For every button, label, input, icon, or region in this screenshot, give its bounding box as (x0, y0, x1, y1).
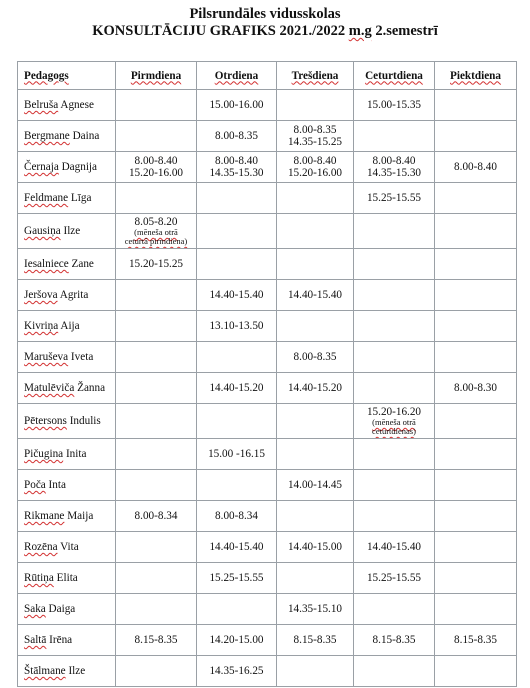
table-row (18, 625, 517, 656)
time-slot: 8.00-8.35 (293, 351, 337, 363)
time-slot: 8.05-8.20 (134, 216, 178, 228)
teacher-firstname: Ilze (65, 665, 86, 677)
time-slot: 14.40-15.40 (366, 541, 422, 553)
time-slot: 14.40-15.40 (209, 289, 264, 301)
teacher-firstname: Vita (57, 541, 79, 553)
time-cell-tuesday (197, 342, 277, 373)
teacher-firstname: Daina (69, 130, 100, 142)
time-cell-monday (116, 121, 197, 152)
time-cell-tuesday (197, 311, 277, 342)
time-cell-tuesday (197, 404, 277, 439)
table-row (18, 280, 517, 311)
time-cell-monday (116, 532, 197, 563)
teacher-name-cell (18, 404, 116, 439)
teacher-surname: Rikmane (24, 510, 65, 522)
time-slot: 14.40-15.20 (287, 382, 343, 394)
time-cell-tuesday (197, 90, 277, 121)
time-cell-wednesday (277, 214, 354, 249)
teacher-surname: Saka (24, 603, 46, 615)
header-monday (116, 62, 197, 90)
time-slot: 14.20-15.00 (209, 634, 264, 646)
time-cell-wednesday (277, 532, 354, 563)
teacher-firstname: Ilze (60, 225, 81, 237)
time-slot: 15.25-15.55 (366, 192, 422, 204)
teacher-firstname: Iveta (68, 351, 94, 363)
time-slot: 14.35-16.25 (209, 665, 264, 677)
table-row (18, 214, 517, 249)
time-cell-wednesday (277, 470, 354, 501)
time-cell-wednesday (277, 656, 354, 687)
teacher-name-cell (18, 625, 116, 656)
table-row (18, 470, 517, 501)
header-row (18, 62, 517, 90)
teacher-name-cell (18, 532, 116, 563)
time-cell-monday (116, 249, 197, 280)
time-cell-tuesday (197, 183, 277, 214)
teacher-name-cell (18, 373, 116, 404)
time-cell-tuesday (197, 656, 277, 687)
time-cell-friday (435, 656, 517, 687)
header-label: Piektdiena (450, 69, 501, 82)
teacher-firstname: Daiga (45, 603, 76, 615)
time-cell-thursday (354, 373, 435, 404)
teacher-surname: Kivriņa (24, 320, 59, 332)
time-cell-friday (435, 532, 517, 563)
table-row (18, 249, 517, 280)
time-cell-tuesday (197, 439, 277, 470)
document-subtitle (0, 23, 530, 40)
time-cell-thursday (354, 249, 435, 280)
teacher-name-cell (18, 249, 116, 280)
teacher-surname: Maruševa (24, 351, 69, 363)
teacher-surname: Saltā (24, 634, 47, 646)
teacher-firstname: Indulis (66, 415, 101, 427)
time-cell-tuesday (197, 625, 277, 656)
header-thursday (354, 62, 435, 90)
teacher-name-cell (18, 656, 116, 687)
teacher-surname: Pičugina (24, 448, 64, 460)
time-slot: 14.00-14.45 (287, 479, 343, 491)
time-slot: 14.40-15.40 (209, 541, 264, 553)
time-cell-friday (435, 311, 517, 342)
time-cell-thursday (354, 152, 435, 183)
teacher-firstname: Aija (58, 320, 80, 332)
time-cell-monday (116, 280, 197, 311)
time-slot: 8.15-8.35 (372, 634, 416, 646)
teacher-name-cell (18, 152, 116, 183)
time-cell-wednesday (277, 501, 354, 532)
time-cell-friday (435, 470, 517, 501)
teacher-name-cell (18, 121, 116, 152)
time-cell-friday (435, 152, 517, 183)
time-slot: 8.00-8.40 (215, 155, 258, 167)
time-cell-friday (435, 501, 517, 532)
time-cell-wednesday (277, 563, 354, 594)
teacher-surname: Bergmane (24, 130, 70, 142)
time-slot: 8.00-8.40 (454, 161, 497, 173)
time-slot: 8.00-8.35 (293, 124, 337, 136)
time-cell-friday (435, 563, 517, 594)
time-slot: 8.15-8.35 (134, 634, 178, 646)
time-cell-wednesday (277, 625, 354, 656)
time-cell-thursday (354, 563, 435, 594)
time-cell-wednesday (277, 152, 354, 183)
time-slot: 8.00-8.40 (293, 155, 337, 167)
teacher-firstname: Dagnija (58, 161, 98, 173)
teacher-name-cell (18, 439, 116, 470)
teacher-name-cell (18, 501, 116, 532)
time-cell-friday (435, 439, 517, 470)
table-row (18, 311, 517, 342)
consultation-schedule-table (17, 61, 517, 687)
time-cell-wednesday (277, 311, 354, 342)
time-cell-wednesday (277, 121, 354, 152)
time-cell-tuesday (197, 470, 277, 501)
teacher-firstname: Agnese (58, 99, 94, 111)
time-slot: 14.40-15.00 (287, 541, 343, 553)
time-slot: 15.20-15.25 (128, 258, 184, 270)
teacher-surname: Gausiņa (24, 225, 61, 237)
time-cell-friday (435, 404, 517, 439)
teacher-surname: Rūtiņa (24, 572, 54, 584)
table-row (18, 373, 517, 404)
teacher-firstname: Zane (68, 258, 94, 270)
header-label: Pirmdiena (130, 69, 182, 82)
header-tuesday (197, 62, 277, 90)
teacher-surname: Jeršova (24, 289, 58, 301)
teacher-name-cell (18, 214, 116, 249)
time-cell-monday (116, 342, 197, 373)
time-cell-thursday (354, 532, 435, 563)
teacher-surname: Černaja (24, 161, 59, 173)
time-cell-friday (435, 214, 517, 249)
time-slot: 15.25-15.55 (209, 572, 264, 584)
subtitle-suffix: 2.semestrī (371, 23, 438, 39)
time-cell-thursday (354, 656, 435, 687)
teacher-surname: Iesalniece (24, 258, 69, 270)
time-note: ceturtdienas) (372, 426, 416, 436)
time-cell-thursday (354, 439, 435, 470)
time-cell-thursday (354, 625, 435, 656)
time-cell-wednesday (277, 439, 354, 470)
time-slot: 8.15-8.35 (454, 634, 497, 646)
table-row (18, 404, 517, 439)
time-cell-monday (116, 183, 197, 214)
teacher-surname: Matulēviča (24, 382, 75, 394)
time-slot: 13.10-13.50 (209, 320, 264, 332)
time-slot: 15.00 -16.15 (208, 448, 265, 460)
time-cell-monday (116, 404, 197, 439)
teacher-firstname: Irēna (46, 634, 73, 646)
time-cell-thursday (354, 501, 435, 532)
time-cell-friday (435, 625, 517, 656)
time-slot: 8.00-8.30 (454, 382, 497, 394)
time-cell-tuesday (197, 501, 277, 532)
time-cell-monday (116, 373, 197, 404)
time-cell-thursday (354, 183, 435, 214)
time-cell-thursday (354, 594, 435, 625)
teacher-surname: Rozēna (24, 541, 58, 553)
time-cell-monday (116, 439, 197, 470)
document-title: Pilsrundāles vidusskolas (189, 6, 341, 22)
time-cell-tuesday (197, 563, 277, 594)
teacher-surname: Pētersons (24, 415, 67, 427)
time-cell-monday (116, 625, 197, 656)
header-label: Pedagogs (24, 69, 69, 82)
time-cell-thursday (354, 280, 435, 311)
teacher-firstname: Žanna (74, 382, 106, 394)
time-slot: 14.40-15.20 (209, 382, 264, 394)
time-cell-monday (116, 563, 197, 594)
time-cell-thursday (354, 90, 435, 121)
subtitle-prefix: KONSULTĀCIJU GRAFIKS 2021./2022 (92, 23, 349, 39)
time-cell-wednesday (277, 594, 354, 625)
teacher-surname: Štālmane (24, 665, 66, 677)
header-label: Ceturtdiena (365, 69, 423, 82)
teacher-firstname: Elita (53, 572, 78, 584)
time-slot: 8.00-8.40 (372, 155, 416, 167)
time-cell-friday (435, 373, 517, 404)
header-label: Otrdiena (214, 69, 259, 82)
time-cell-monday (116, 214, 197, 249)
time-cell-monday (116, 594, 197, 625)
time-cell-monday (116, 470, 197, 501)
time-cell-thursday (354, 404, 435, 439)
teacher-name-cell (18, 183, 116, 214)
table-row (18, 594, 517, 625)
time-cell-monday (116, 501, 197, 532)
time-cell-tuesday (197, 594, 277, 625)
teacher-firstname: Inita (63, 448, 87, 460)
time-cell-tuesday (197, 532, 277, 563)
table-row (18, 439, 517, 470)
header-teacher (18, 62, 116, 90)
time-note: (mēneša otrā (372, 417, 416, 427)
time-cell-wednesday (277, 90, 354, 121)
time-cell-tuesday (197, 121, 277, 152)
teacher-name-cell (18, 90, 116, 121)
time-note: ceturtā pirmdiena) (124, 236, 188, 246)
time-cell-thursday (354, 121, 435, 152)
teacher-name-cell (18, 594, 116, 625)
header-friday (435, 62, 517, 90)
schedule-body (18, 90, 517, 687)
time-slot: 15.25-15.55 (366, 572, 422, 584)
table-row (18, 183, 517, 214)
time-note: (mēneša otrā (134, 227, 178, 237)
teacher-name-cell (18, 470, 116, 501)
time-slot: 14.35-15.10 (287, 603, 343, 615)
time-cell-wednesday (277, 373, 354, 404)
header-wednesday (277, 62, 354, 90)
time-cell-friday (435, 121, 517, 152)
time-slot: 8.00-8.35 (215, 130, 258, 142)
teacher-firstname: Līga (68, 192, 92, 204)
teacher-name-cell (18, 280, 116, 311)
table-row (18, 342, 517, 373)
time-slot: 8.00-8.34 (215, 510, 258, 522)
time-cell-friday (435, 594, 517, 625)
time-cell-friday (435, 90, 517, 121)
table-row (18, 656, 517, 687)
time-cell-monday (116, 152, 197, 183)
teacher-name-cell (18, 311, 116, 342)
time-slot: 14.35-15.25 (287, 136, 343, 148)
table-row (18, 563, 517, 594)
time-cell-tuesday (197, 249, 277, 280)
time-slot: 8.00-8.34 (134, 510, 178, 522)
time-cell-friday (435, 280, 517, 311)
time-cell-wednesday (277, 404, 354, 439)
time-cell-wednesday (277, 280, 354, 311)
table-row (18, 501, 517, 532)
time-cell-wednesday (277, 249, 354, 280)
time-cell-thursday (354, 342, 435, 373)
time-slot: 14.35-15.30 (366, 167, 422, 179)
time-cell-thursday (354, 470, 435, 501)
time-cell-monday (116, 90, 197, 121)
teacher-name-cell (18, 342, 116, 373)
time-slot: 14.35-15.30 (209, 167, 264, 179)
time-cell-friday (435, 183, 517, 214)
table-row (18, 121, 517, 152)
time-cell-friday (435, 249, 517, 280)
table-row (18, 532, 517, 563)
time-slot: 15.20-16.00 (128, 167, 184, 179)
time-cell-tuesday (197, 152, 277, 183)
time-cell-tuesday (197, 214, 277, 249)
teacher-name-cell (18, 563, 116, 594)
time-slot: 8.15-8.35 (293, 634, 337, 646)
time-cell-thursday (354, 214, 435, 249)
header-label: Trešdiena (291, 69, 339, 82)
table-row (18, 152, 517, 183)
time-cell-tuesday (197, 280, 277, 311)
teacher-surname: Poča (24, 479, 46, 491)
table-row (18, 90, 517, 121)
time-cell-monday (116, 656, 197, 687)
time-slot: 8.00-8.40 (134, 155, 178, 167)
subtitle-mg: m.g (348, 23, 372, 39)
teacher-surname: Feldmane (24, 192, 69, 204)
time-cell-wednesday (277, 342, 354, 373)
teacher-surname: Belruša (24, 99, 59, 111)
time-slot: 15.20-16.00 (287, 167, 343, 179)
time-slot: 15.00-16.00 (209, 99, 264, 111)
teacher-firstname: Agrita (57, 289, 89, 301)
time-cell-wednesday (277, 183, 354, 214)
time-cell-thursday (354, 311, 435, 342)
time-cell-monday (116, 311, 197, 342)
time-slot: 15.00-15.35 (366, 99, 422, 111)
time-slot: 15.20-16.20 (366, 406, 422, 418)
teacher-firstname: Inta (45, 479, 66, 491)
time-slot: 14.40-15.40 (287, 289, 343, 301)
time-cell-tuesday (197, 373, 277, 404)
time-cell-friday (435, 342, 517, 373)
teacher-firstname: Maija (64, 510, 94, 522)
